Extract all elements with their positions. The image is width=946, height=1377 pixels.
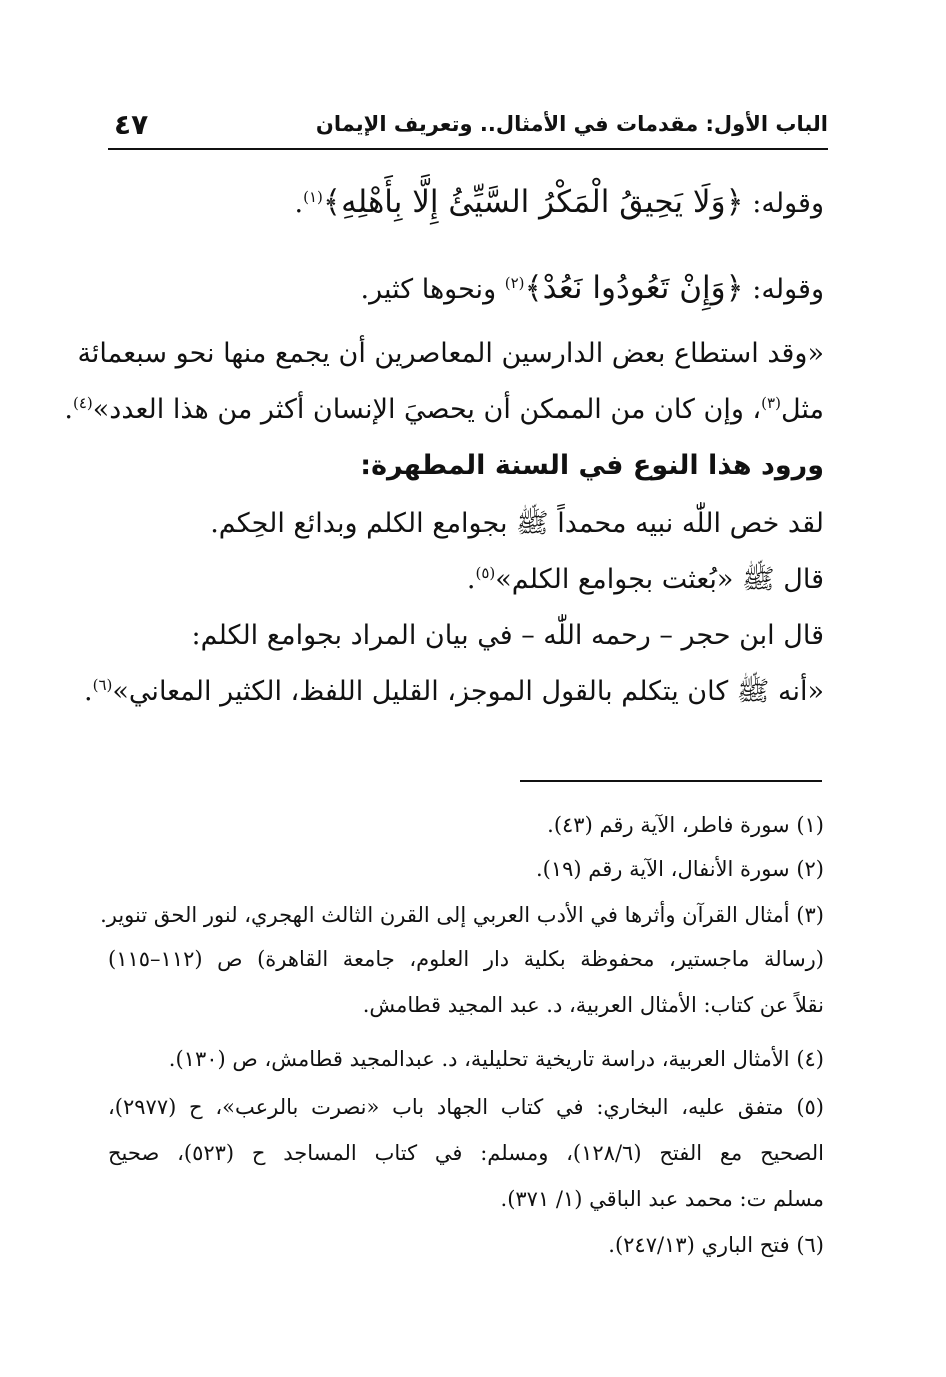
footnote-ref: (٦) <box>92 676 113 694</box>
line-end: . <box>84 676 93 707</box>
footnote-6: (٦) فتح الباري (٢٤٧/١٣). <box>608 1233 824 1257</box>
footnote-ref: (١) <box>303 188 323 206</box>
footnote-ref: (٤) <box>73 394 93 412</box>
footnote-ref: (٣) <box>761 394 781 412</box>
footnote-2: (٢) سورة الأنفال، الآية رقم (١٩). <box>535 857 824 881</box>
line-start: مثل <box>780 394 824 425</box>
line-text: «أنه ﷺ كان يتكلم بالقول الموجز، القليل اللفظ، الكثير المعاني» <box>112 676 824 707</box>
line-text: قال ﷺ «بُعثت بجوامع الكلم» <box>495 564 824 595</box>
quran-verse: ﴿وَإِنْ تَعُودُوا نَعُدْ﴾ <box>524 270 744 306</box>
line-mid: ، وإن كان من الممكن أن يحصيَ الإنسان أكثر من هذا العدد» <box>92 394 762 425</box>
running-header <box>108 108 828 150</box>
line-lead: وقوله: <box>743 274 824 305</box>
line-lead: وقوله: <box>743 188 824 219</box>
footnote-5-line-1: (٥) متفق عليه، البخاري: في كتاب الجهاد باب «نصرت بالرعب»، ح (٢٩٧٧)، <box>108 1095 824 1119</box>
page-number: ٤٧ <box>114 108 149 141</box>
body-line-5: لقد خص اللّٰه نبيه محمداً ﷺ بجوامع الكلم وبدائع الحِكم. <box>210 508 824 539</box>
body-line-4 <box>64 390 824 430</box>
footnote-ref: (٢) <box>504 274 525 292</box>
footnote-separator <box>520 780 822 782</box>
line-end: ونحوها كثير. <box>360 274 505 305</box>
footnote-3-line-1: (٣) أمثال القرآن وأثرها في الأدب العربي إلى القرن الثالث الهجري، لنور الحق تنوير. <box>100 903 824 927</box>
footnote-3-line-3: نقلاً عن كتاب: الأمثال العربية، د. عبد المجيد قطامش. <box>362 993 824 1017</box>
footnote-3-line-2: (رسالة ماجستير، محفوظة بكلية دار العلوم، جامعة القاهرة) ص (١١٢–١١٥) <box>108 947 824 971</box>
section-heading: ورود هذا النوع في السنة المطهرة: <box>360 450 824 481</box>
body-line-7: قال ابن حجر – رحمه اللّٰه – في بيان المراد بجوامع الكلم: <box>191 620 824 651</box>
line-end: . <box>64 394 73 425</box>
chapter-title: الباب الأول: مقدمات في الأمثال.. وتعريف الإيمان <box>315 112 828 136</box>
footnote-1: (١) سورة فاطر، الآية رقم (٤٣). <box>547 813 824 837</box>
footnote-ref: (٥) <box>475 564 496 582</box>
body-line-3: «وقد استطاع بعض الدارسين المعاصرين أن يجمع منها نحو سبعمائة <box>77 338 824 369</box>
footnote-4: (٤) الأمثال العربية، دراسة تاريخية تحليلية، د. عبدالمجيد قطامش، ص (١٣٠). <box>168 1047 824 1071</box>
footnote-5-line-3: مسلم ت: محمد عبد الباقي (١/ ٣٧١). <box>500 1187 824 1211</box>
line-end: . <box>466 564 476 595</box>
line-end: . <box>294 188 304 219</box>
body-line-8 <box>84 672 824 712</box>
body-line-2 <box>361 268 825 310</box>
quran-verse: ﴿وَلَا يَحِيقُ الْمَكْرُ السَّيِّئُ إِلَّا بِأَهْلِهِ﴾ <box>322 184 744 220</box>
body-line-1 <box>295 182 824 224</box>
body-line-6 <box>467 560 824 600</box>
footnote-5-line-2: الصحيح مع الفتح (١٢٨/٦)، ومسلم: في كتاب المساجد ح (٥٢٣)، صحيح <box>108 1141 824 1165</box>
